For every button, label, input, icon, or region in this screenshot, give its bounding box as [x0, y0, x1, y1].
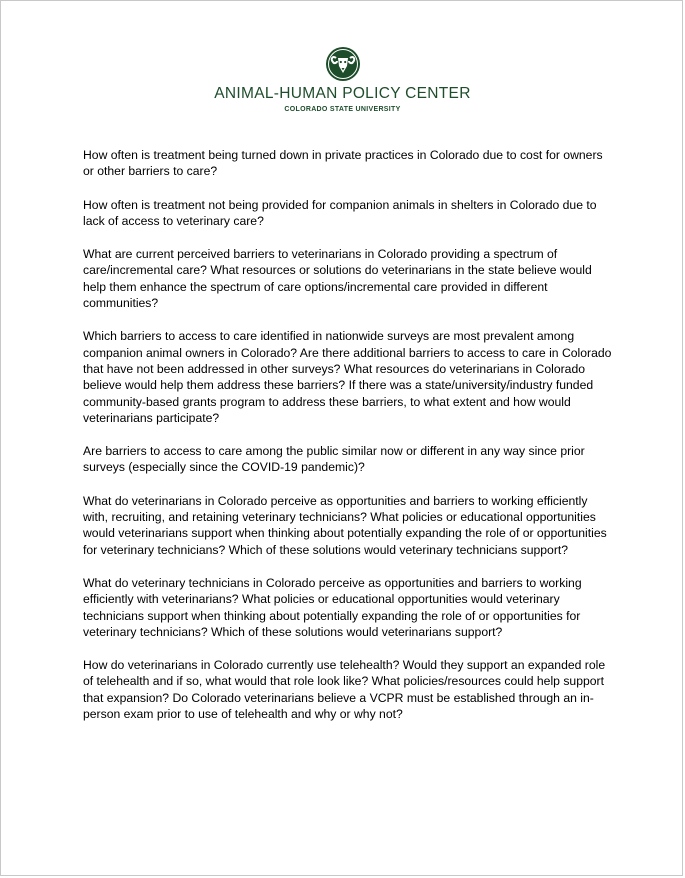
- question-paragraph: How often is treatment being turned down in private practices in Colorado due to cost for owners or other barriers to care?: [83, 148, 603, 179]
- org-name: ANIMAL-HUMAN POLICY CENTER: [214, 85, 471, 102]
- question-paragraph: Are barriers to access to care among the public similar now or different in any way since prior surveys (especially since the COVID-19 pandemic)?: [83, 444, 585, 475]
- question-list: [83, 147, 613, 739]
- question-paragraph: What do veterinary technicians in Colorado perceive as opportunities and barriers to working efficiently with veterinarians? What policies or educational opportunities would veterinary technicians support when thinking about potentially expanding the role of or opportunities for veterinary technicians? Which of these solutions would veterinarians support?: [83, 575, 582, 639]
- question-paragraph: How often is treatment not being provided for companion animals in shelters in Colorado due to lack of access to veterinary care?: [83, 197, 597, 228]
- csu-ram-logo-icon: [325, 46, 361, 82]
- question-paragraph: How do veterinarians in Colorado currently use telehealth? Would they support an expanded role of telehealth and if so, what would that role look like? What policies/resources could help support that expansion? Do Colorado veterinarians believe a VCPR must be established through an in-person exam prior to use of telehealth and why or why not?: [83, 658, 606, 722]
- question-paragraph: What do veterinarians in Colorado perceive as opportunities and barriers to working efficiently with, recruiting, and retaining veterinary technicians? What policies or educational opportunities would veterinarians support when thinking about potentially expanding the role of or opportunities for veterinary technicians? Which of these solutions would veterinary technicians support?: [83, 493, 607, 557]
- org-subtitle: COLORADO STATE UNIVERSITY: [284, 106, 401, 113]
- question-paragraph: What are current perceived barriers to veterinarians in Colorado providing a spectrum of care/incremental care? What resources or solutions do veterinarians in the state believe would help them enhance the spectrum of care options/incremental care provided in different communities?: [83, 247, 592, 311]
- question-paragraph: Which barriers to access to care identified in nationwide surveys are most prevalent among companion animal owners in Colorado? Are there additional barriers to access to care in Colorado that have not been addressed in other surveys? What resources do veterinarians in Colorado believe would help them address these barriers? If there was a state/university/industry funded community-based grants program to address these barriers, to what extent and how would veterinarians participate?: [83, 329, 612, 425]
